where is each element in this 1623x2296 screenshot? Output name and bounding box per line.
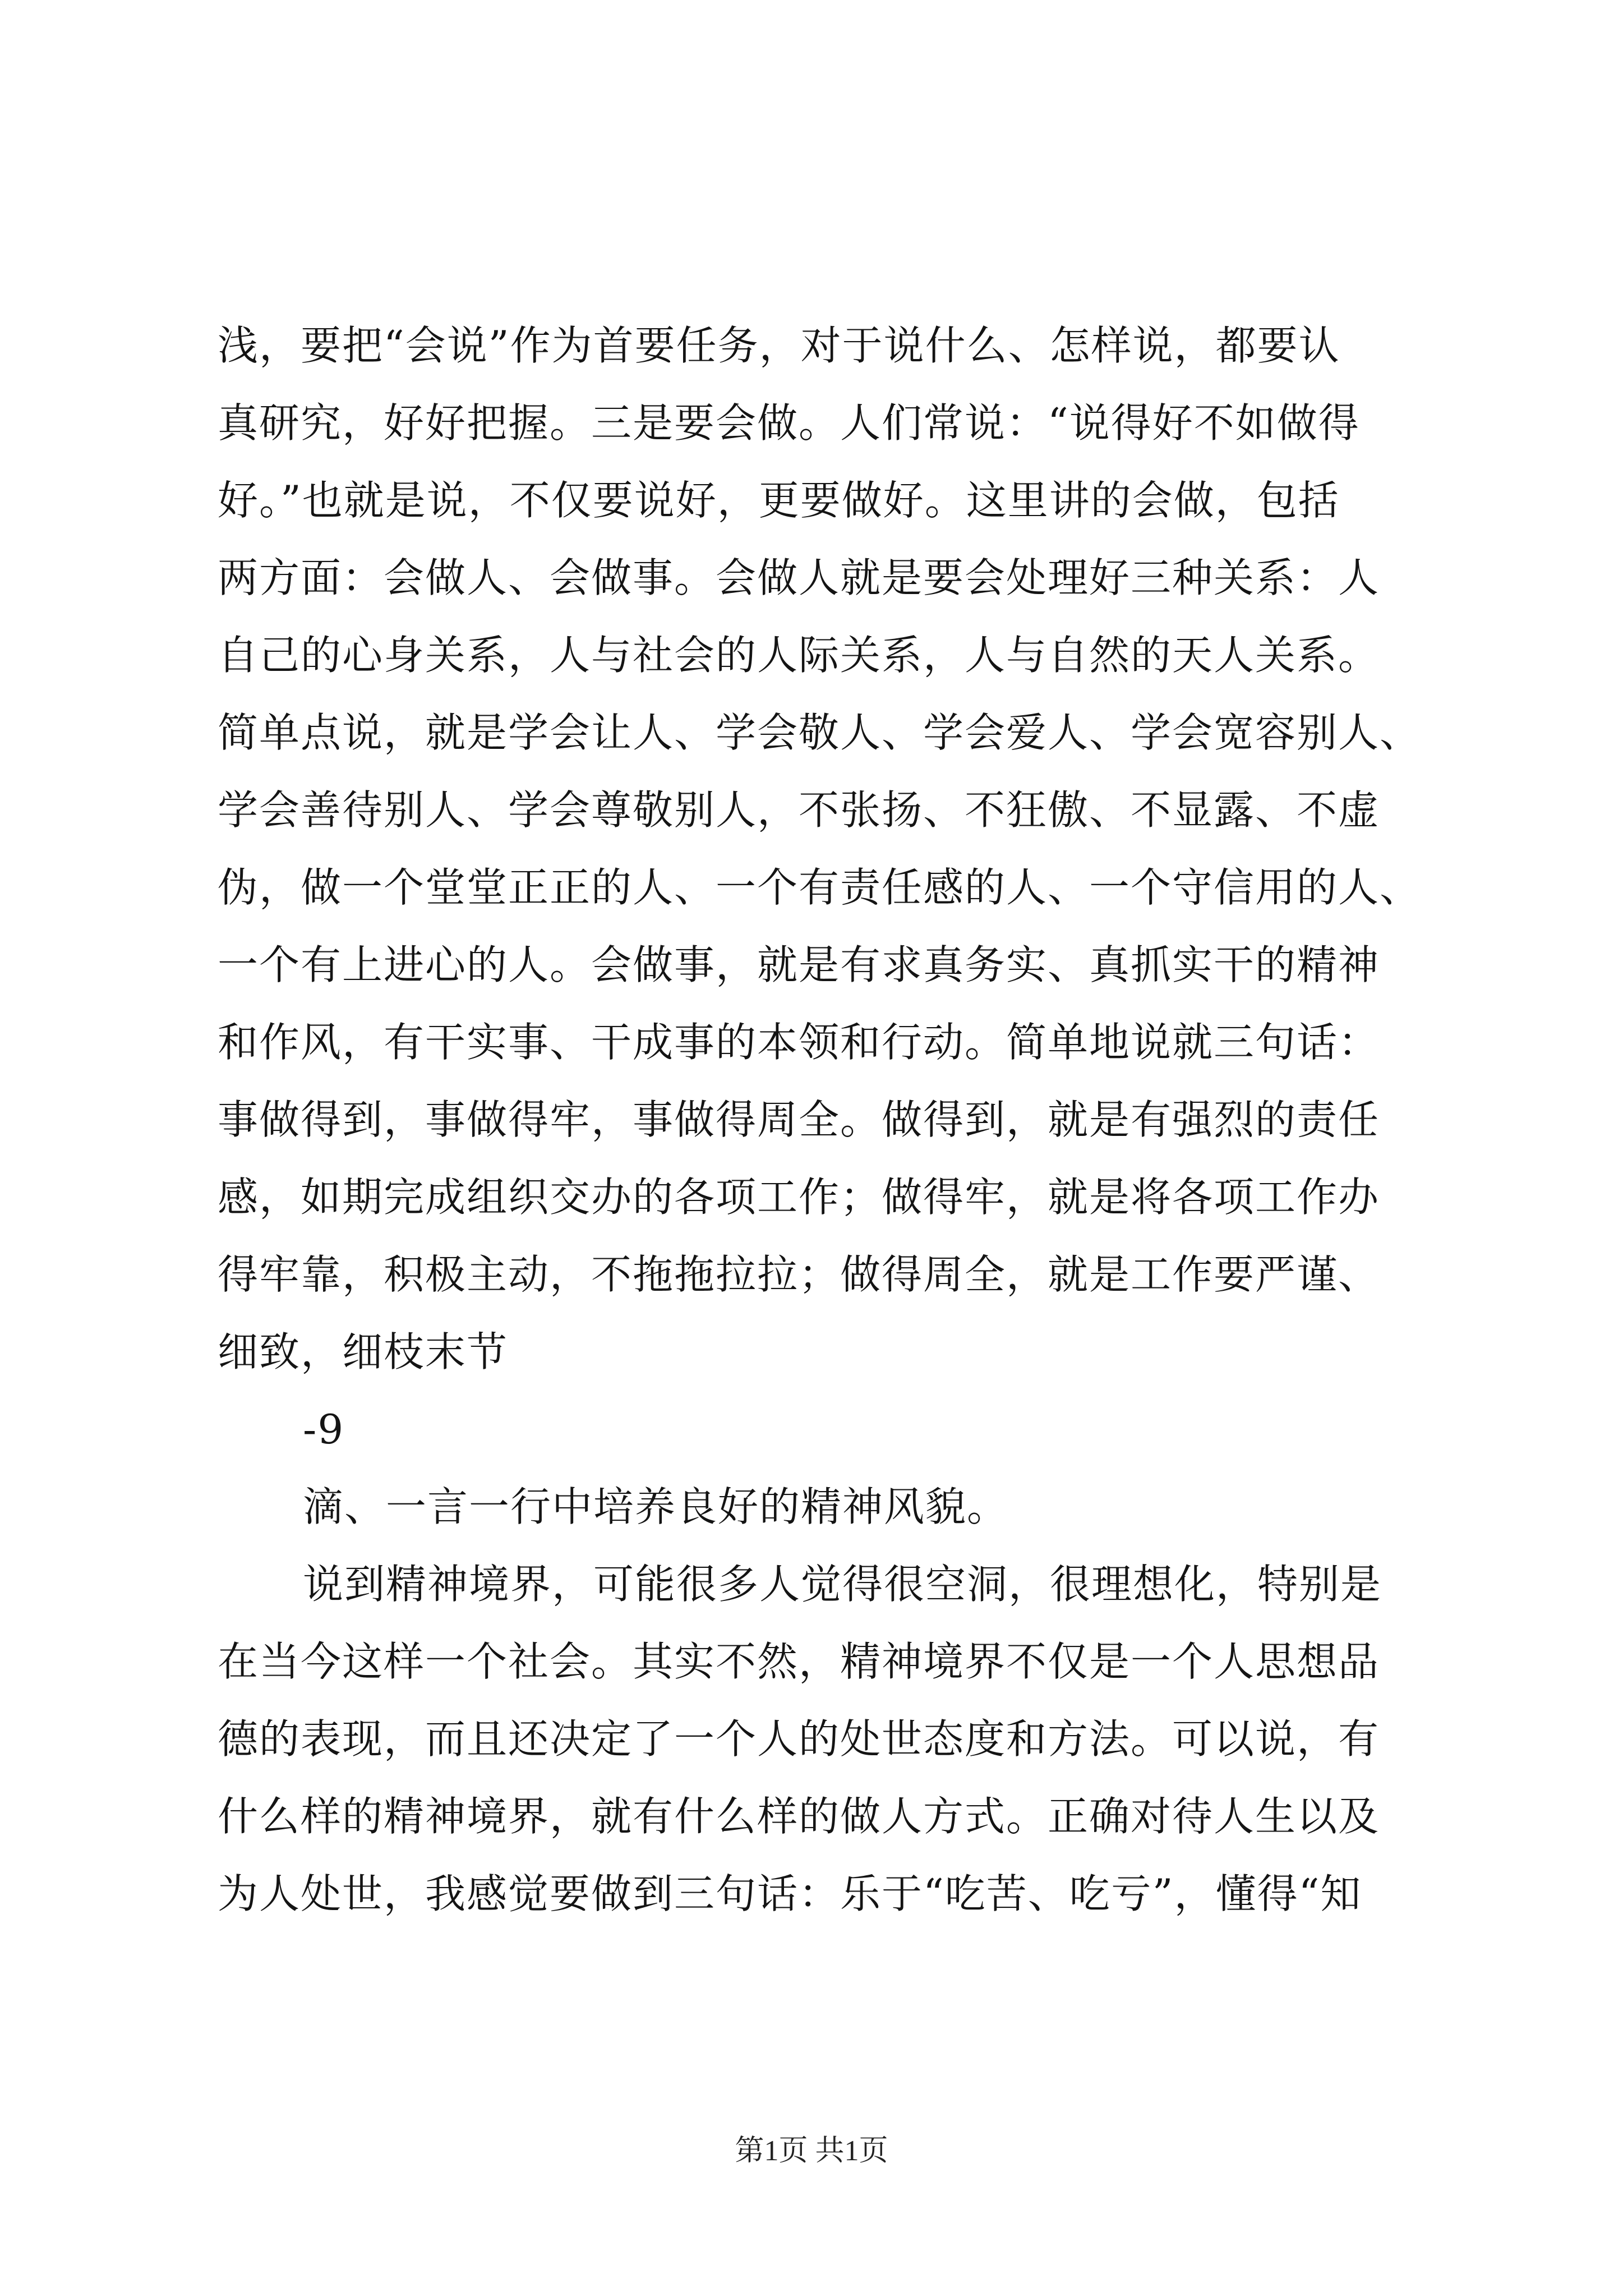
text-line: 学会善待别人、学会尊敬别人，不张扬、不狂傲、不显露、不虚 [218,786,1380,834]
text-line: 什么样的精神境界，就有什么样的做人方式。正确对待人生以及 [218,1793,1380,1840]
text-line: 事做得到，事做得牢，事做得周全。做得到，就是有强烈的责任 [218,1096,1380,1143]
text-line: 感，如期完成组织交办的各项工作；做得牢，就是将各项工作办 [218,1174,1380,1221]
text-line: 在当今这样一个社会。其实不然，精神境界不仅是一个人思想品 [218,1638,1380,1685]
text-line: 一个有上进心的人。会做事，就是有求真务实、真抓实干的精神 [218,941,1380,988]
text-line: 细致，细枝末节 [218,1328,509,1375]
text-line: 两方面：会做人、会做事。会做人就是要会处理好三种关系：人 [218,554,1380,601]
text-line: 滴、一言一行中培养良好的精神风貌。 [303,1483,1009,1530]
paragraph-start-line: 说到精神境界，可能很多人觉得很空洞，很理想化，特别是 [303,1561,1382,1608]
text-line: 和作风，有干实事、干成事的本领和行动。简单地说就三句话： [218,1019,1380,1066]
text-line: 得牢靠，积极主动，不拖拖拉拉；做得周全，就是工作要严谨、 [218,1251,1380,1298]
text-line: 好。”也就是说，不仅要说好，更要做好。这里讲的会做，包括 [218,477,1340,524]
text-line: 简单点说，就是学会让人、学会敬人、学会爱人、学会宽容别人、 [218,709,1422,756]
page-footer: 第1页 共1页 [735,2135,888,2167]
text-line: 伪，做一个堂堂正正的人、一个有责任感的人、一个守信用的人、 [218,864,1422,911]
text-line: 自己的心身关系，人与社会的人际关系，人与自然的天人关系。 [218,632,1380,679]
text-line: 为人处世，我感觉要做到三句话：乐于“吃苦、吃亏”，懂得“知 [218,1870,1362,1917]
text-line: 浅，要把“会说”作为首要任务，对于说什么、怎样说，都要认 [218,322,1340,369]
page-marker: -9 [303,1406,345,1453]
text-line: 真研究，好好把握。三是要会做。人们常说：“说得好不如做得 [218,399,1360,447]
text-line: 德的表现，而且还决定了一个人的处世态度和方法。可以说，有 [218,1715,1380,1763]
